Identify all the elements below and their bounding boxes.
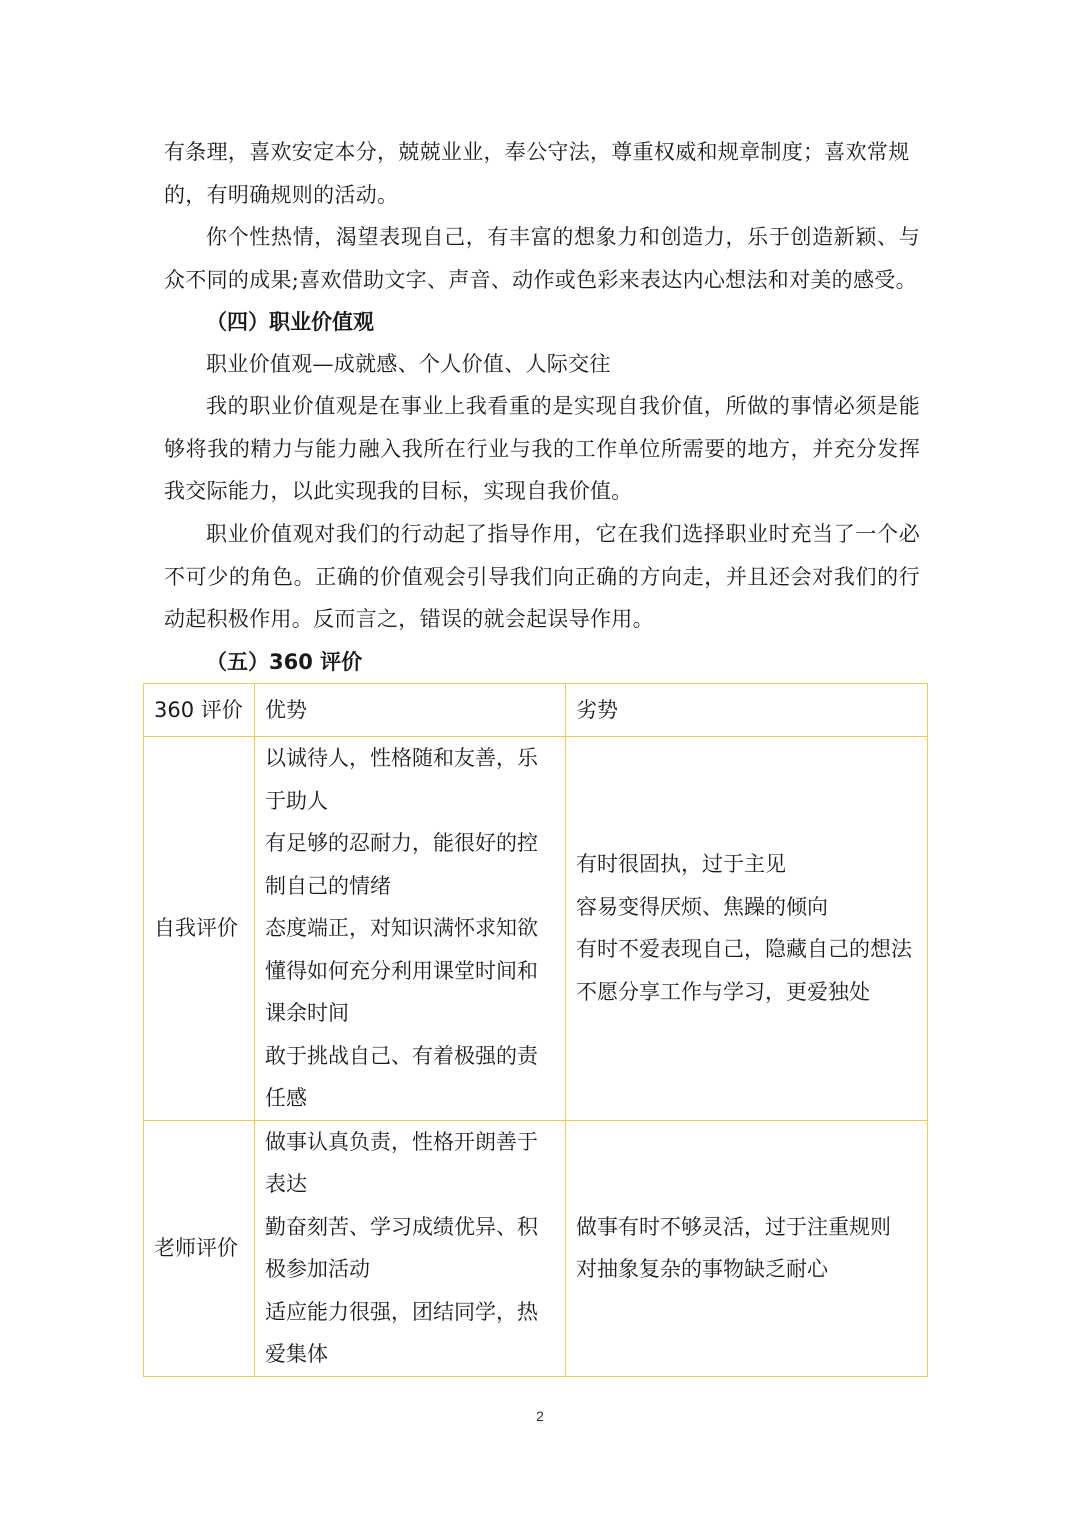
list-item: 对抽象复杂的事物缺乏耐心 bbox=[576, 1257, 828, 1281]
table-header-row bbox=[144, 684, 928, 737]
list-item: 态度端正，对知识满怀求知欲 bbox=[265, 916, 538, 940]
row-label-self: 自我评价 bbox=[154, 916, 238, 940]
header-360-label: 360 评价 bbox=[154, 697, 243, 722]
paragraph-1-line-1: 有条理，喜欢安定本分，兢兢业业，奉公守法，尊重权威和规章制度；喜欢常规 bbox=[164, 140, 910, 164]
weaknesses-cell bbox=[566, 737, 928, 1121]
list-item: 有时很固执，过于主见 bbox=[576, 852, 786, 877]
header-weaknesses-label: 劣势 bbox=[576, 697, 618, 722]
paragraph-4: 我的职业价值观是在事业上我看重的是实现自我价值，所做的事情必须是能够将我的精力与能力融入我所在行业与我的工作单位所需要的地方，并充分发挥我交际能力，以此实现我的目标，实现自我价值。 bbox=[164, 394, 920, 503]
header-strengths-label: 优势 bbox=[265, 697, 307, 722]
table-row bbox=[144, 737, 928, 1121]
weaknesses-cell bbox=[566, 1120, 928, 1376]
list-item: 适应能力很强，团结同学，热爱集体 bbox=[265, 1299, 538, 1366]
paragraph-1-line-2: 的，有明确规则的活动。 bbox=[164, 182, 399, 207]
section-heading-5: （五）360 评价 bbox=[206, 650, 363, 674]
row-label-cell bbox=[144, 1120, 255, 1376]
table-row bbox=[144, 1120, 928, 1376]
table-header-cell bbox=[144, 684, 255, 737]
paragraph-5: 职业价值观对我们的行动起了指导作用，它在我们选择职业时充当了一个必不可少的角色。正确的价值观会引导我们向正确的方向走，并且还会对我们的行动起积极作用。反而言之，错误的就会起误导作用。 bbox=[164, 522, 920, 631]
list-item: 有足够的忍耐力，能很好的控制自己的情绪 bbox=[265, 831, 538, 898]
strengths-cell bbox=[255, 737, 566, 1121]
row-label-cell bbox=[144, 737, 255, 1121]
list-item: 懂得如何充分利用课堂时间和课余时间 bbox=[265, 958, 538, 1025]
paragraph-1 bbox=[164, 131, 920, 216]
list-item: 做事有时不够灵活，过于注重规则 bbox=[576, 1214, 891, 1239]
list-item: 有时不爱表现自己，隐藏自己的想法 bbox=[576, 937, 912, 962]
list-item: 以诚待人，性格随和友善，乐于助人 bbox=[265, 746, 538, 813]
list-item: 不愿分享工作与学习，更爱独处 bbox=[576, 979, 870, 1004]
page-number: 2 bbox=[536, 1408, 544, 1424]
table-header-cell bbox=[255, 684, 566, 737]
table-header-cell bbox=[566, 684, 928, 737]
list-item: 敢于挑战自己、有着极强的责任感 bbox=[265, 1043, 538, 1110]
list-item: 做事认真负责，性格开朗善于表达 bbox=[265, 1129, 538, 1196]
paragraph-2: 你个性热情，渴望表现自己，有丰富的想象力和创造力，乐于创造新颖、与众不同的成果;喜欢借助文字、声音、动作或色彩来表达内心想法和对美的感受。 bbox=[164, 225, 920, 292]
list-item: 勤奋刻苦、学习成绩优异、积极参加活动 bbox=[265, 1214, 538, 1281]
row-label-teacher: 老师评价 bbox=[154, 1235, 238, 1260]
strengths-cell bbox=[255, 1120, 566, 1376]
evaluation-table bbox=[143, 683, 928, 1377]
paragraph-3: 职业价值观—成就感、个人价值、人际交往 bbox=[206, 352, 611, 376]
list-item: 容易变得厌烦、焦躁的倾向 bbox=[576, 894, 828, 919]
section-heading-4: （四）职业价值观 bbox=[206, 310, 374, 334]
